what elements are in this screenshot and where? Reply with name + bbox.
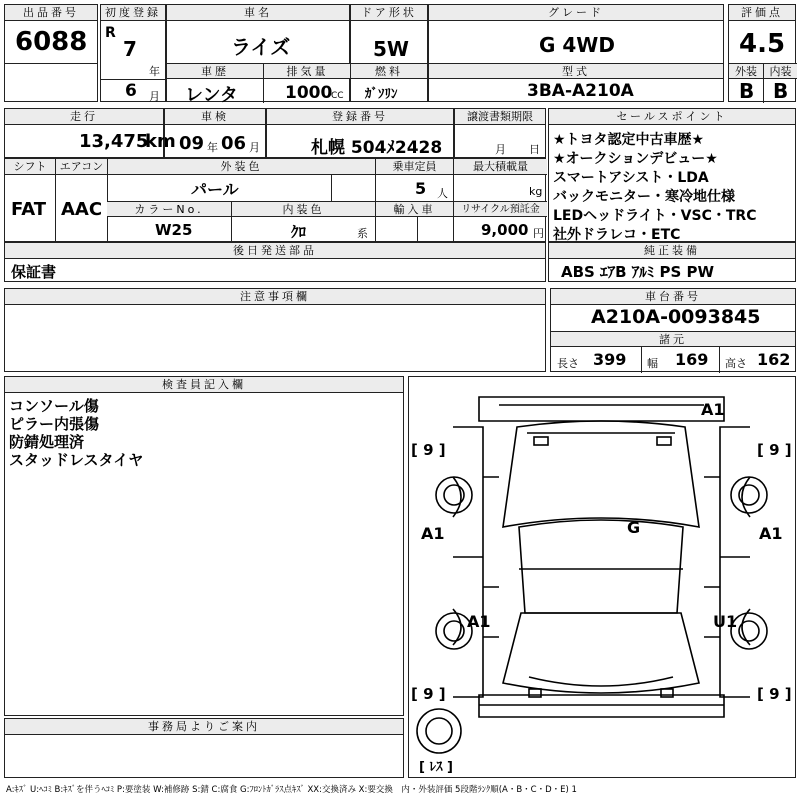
selling-point-line: バックモニター・寒冷地仕様: [553, 189, 735, 205]
tire-front-left: [ 9 ]: [411, 441, 446, 459]
recycle-fee: 9,000: [481, 221, 529, 239]
spec-grid: [4, 158, 546, 242]
shift: FAT: [11, 199, 47, 220]
cc-unit: CC: [331, 91, 344, 101]
reg-year-unit: 年: [149, 65, 160, 78]
selling-points-box: [548, 108, 796, 242]
name-label: 車名: [167, 5, 349, 21]
inspector-line: コンソール傷: [9, 397, 99, 415]
door-type: 5W: [373, 37, 409, 61]
ext-score: B: [739, 79, 755, 103]
model-code: 3BA-A210A: [527, 81, 634, 101]
score: 4.5: [739, 29, 786, 59]
int-label: 内装: [763, 63, 797, 79]
color-label: 外装色: [107, 159, 375, 175]
transfer-label: 譲渡書類期限: [455, 109, 545, 125]
dims-label: 諸元: [551, 331, 795, 347]
cc-label: 排気量: [263, 63, 351, 79]
selling-point-line: ★オークションデビュー★: [553, 151, 718, 167]
transfer-day: 日: [529, 143, 540, 156]
reg-month: 6: [125, 81, 137, 101]
shift-label: シフト: [5, 159, 55, 175]
ac-label: エアコン: [55, 159, 107, 175]
first-registration-box: [100, 4, 166, 102]
inspection-month-unit: 月: [249, 141, 260, 154]
car-name-box: [166, 4, 350, 106]
selling-point-line: 社外ドラレコ・ETC: [553, 227, 681, 243]
recycle-label: リサイクル預託金: [453, 201, 547, 217]
inspection-year-unit: 年: [207, 141, 218, 154]
reg-label: 初度登録: [101, 5, 165, 21]
grade: G 4WD: [539, 33, 615, 57]
equipment-box: [548, 242, 796, 282]
capacity-unit: 人: [437, 187, 448, 200]
inspector-line: スタッドレスタイヤ: [9, 451, 144, 469]
fuel-type: ｶﾞｿﾘﾝ: [365, 87, 398, 102]
height: 162: [757, 350, 791, 369]
mark-right: A1: [759, 524, 783, 543]
inspection-label: 車検: [165, 109, 265, 125]
grade-label: グレード: [429, 5, 723, 21]
equipment: ABS ｴｱB ｱﾙﾐ PS PW: [561, 263, 715, 281]
exterior-color: パール: [191, 180, 239, 199]
reg-era: R: [105, 25, 116, 41]
lot-number: 6088: [15, 27, 88, 57]
int-score: B: [773, 79, 789, 103]
plate-number: 札幌 504ﾒ2428: [311, 138, 443, 158]
model-label: 型式: [429, 63, 723, 79]
legend: A:ｷｽﾞ U:ﾍｺﾐ B:ｷｽﾞを伴うﾍｺﾐ P:要塗装 W:補修跡 S:錆 C:腐食 G:ﾌﾛﾝﾄｶﾞﾗｽ点ｷｽﾞ XX:交換済み X:要交換 内・外装評価 5段階ﾗﾝｸ順(A・B・C・D・E) 1: [6, 785, 577, 795]
transfer-box: [454, 108, 546, 158]
inspection-month: 06: [221, 133, 247, 154]
score-box: [728, 4, 796, 102]
height-label: 高さ: [725, 357, 747, 370]
plate-label: 登録番号: [267, 109, 453, 125]
car-diagram-box: [408, 376, 796, 778]
interior-color: ｸﾛ: [291, 223, 307, 241]
displacement: 1000: [285, 83, 333, 103]
lot-box: [4, 4, 98, 102]
mileage: 13,475: [79, 131, 149, 152]
import-label: 輸入車: [375, 201, 453, 217]
inspector-line: ピラー内張傷: [9, 415, 100, 433]
score-label: 評価点: [729, 5, 795, 21]
car-diagram: [409, 377, 794, 776]
equipment-label: 純正装備: [549, 243, 795, 259]
chassis-box: [550, 288, 796, 372]
selling-point-line: LEDヘッドライト・VSC・TRC: [553, 208, 757, 224]
chassis-number: A210A-0093845: [591, 306, 761, 328]
mark-rear-left: A1: [467, 612, 491, 631]
later-parts-box: [4, 242, 546, 282]
office-label: 事務局よりご案内: [5, 719, 403, 735]
car-history: レンタ: [185, 85, 238, 106]
length-label: 長さ: [557, 357, 579, 370]
car-name: ライズ: [231, 35, 291, 59]
color-number: W25: [155, 221, 193, 239]
chassis-label: 車台番号: [551, 289, 795, 305]
capacity-label: 乗車定員: [375, 159, 453, 175]
mark-hood: G: [627, 518, 641, 537]
load-unit: kg: [529, 185, 543, 198]
selling-point-line: ★トヨタ認定中古車歴★: [553, 132, 705, 148]
door-box: [350, 4, 428, 102]
capacity: 5: [415, 179, 427, 198]
colorno-label: カラーNo.: [107, 201, 231, 217]
fuel-label: 燃料: [351, 63, 427, 79]
tire-rear-right: [ 9 ]: [757, 685, 792, 703]
air-conditioner: AAC: [61, 199, 103, 220]
notes-label: 注意事項欄: [5, 289, 545, 305]
width: 169: [675, 350, 709, 369]
load-label: 最大積載量: [453, 159, 547, 175]
width-label: 幅: [647, 357, 658, 370]
reg-month-unit: 月: [149, 90, 160, 103]
selling-points-label: セールスポイント: [549, 109, 795, 125]
inspection-box: [164, 108, 266, 158]
mark-roof: A1: [701, 400, 725, 419]
tire-front-right: [ 9 ]: [757, 441, 792, 459]
mark-left: A1: [421, 524, 445, 543]
office-box: [4, 718, 404, 778]
lot-label: 出品番号: [5, 5, 97, 21]
inspector-label: 検査員記入欄: [5, 377, 403, 393]
door-label: ドア形状: [351, 5, 427, 21]
mark-rear-right: U1: [713, 612, 738, 631]
ext-label: 外装: [729, 63, 763, 79]
mileage-label: 走行: [5, 109, 163, 125]
inspector-box: [4, 376, 404, 716]
recycle-unit: 円: [533, 227, 544, 240]
later-parts: 保証書: [11, 263, 57, 281]
inspection-year: 09: [179, 133, 205, 154]
interior-unit: 系: [357, 227, 368, 240]
plate-box: [266, 108, 454, 158]
mileage-box: [4, 108, 176, 158]
interior-label: 内装色: [231, 201, 375, 217]
grade-box: [428, 4, 724, 102]
history-label: 車歴: [167, 63, 263, 79]
transfer-month: 月: [495, 143, 506, 156]
selling-point-line: スマートアシスト・LDA: [553, 170, 709, 186]
tire-rear-left: [ 9 ]: [411, 685, 446, 703]
later-parts-label: 後日発送部品: [5, 243, 545, 259]
inspector-line: 防錆処理済: [9, 433, 85, 451]
tire-spare: [ ﾚｽ ]: [419, 760, 453, 775]
reg-year: 7: [123, 37, 137, 61]
mileage-unit: km: [145, 131, 176, 152]
length: 399: [593, 350, 627, 369]
notes-box: [4, 288, 546, 372]
